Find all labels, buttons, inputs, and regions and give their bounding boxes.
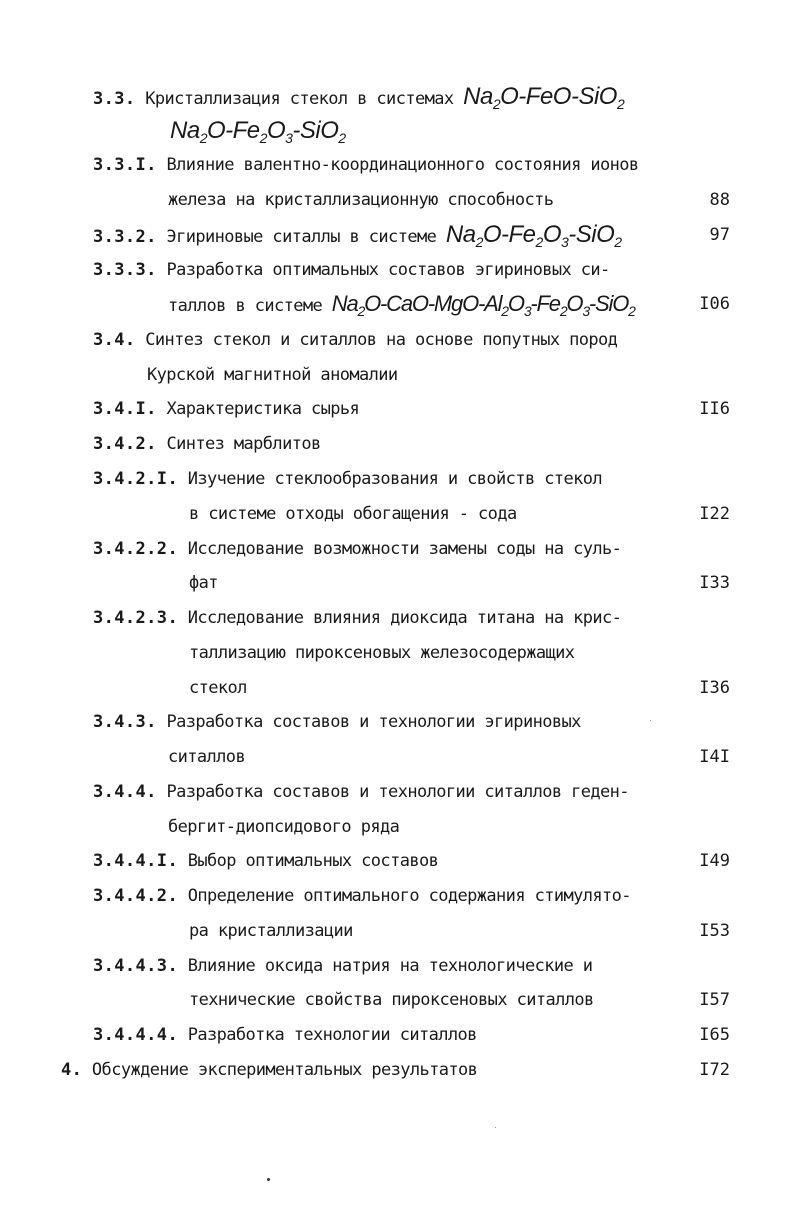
toc-title: Разработка составов и технологии эгириновых [166, 712, 581, 732]
toc-number: 3.3.3. [93, 260, 157, 280]
toc-number: 3.3. [93, 89, 136, 109]
toc-number: 4. [61, 1060, 83, 1080]
toc-title-continued: бергит-диопсидового ряда [168, 817, 400, 837]
toc-number: 3.4.3. [93, 712, 157, 732]
toc-page-number: 88 [709, 190, 730, 210]
toc-page-number: II6 [699, 399, 730, 419]
toc-title: Эгириновые ситаллы в системе [166, 227, 446, 247]
toc-number: 3.4.4.2. [93, 886, 179, 906]
toc-number: 3.4.4.3. [93, 956, 179, 976]
toc-entry-3-4 [93, 329, 617, 351]
toc-number: 3.3.2. [93, 227, 157, 247]
scan-speck [495, 1127, 496, 1128]
toc-number: 3.4.4.I. [93, 851, 179, 871]
toc-title: Исследование влияния диоксида титана на крис- [187, 608, 622, 628]
toc-entry-3-4-2 [93, 433, 321, 455]
toc-title: Выбор оптимальных составов [187, 851, 439, 871]
toc-number: 3.4.I. [93, 399, 157, 419]
toc-title: Характеристика сырья [166, 399, 360, 419]
toc-title-continued: таллизацию пироксеновых железосодержащих [189, 643, 575, 663]
formula-na2o-fe2o3-sio2: $Na_2O-Fe_2O_3-SiO_2$ [445, 221, 622, 250]
toc-page-number: I36 [699, 678, 730, 698]
toc-title: Определение оптимального содержания стимулято- [187, 886, 631, 906]
toc-entry-3-4-1 [93, 398, 359, 420]
toc-page-number: I22 [699, 504, 730, 524]
toc-title-continued: в системе отходы обогащения - сода [189, 504, 517, 524]
toc-entry-3-4-3 [93, 711, 581, 733]
toc-number: 3.3.I. [93, 155, 157, 175]
toc-title: Исследование возможности замены соды на суль- [187, 539, 622, 559]
toc-number: 3.4.2.I. [93, 469, 179, 489]
toc-entry-3-4-4-3 [93, 955, 592, 977]
toc-title-continued: ра кристаллизации [189, 921, 353, 941]
formula-na2o-feo-sio2: $Na_2O-FeO-SiO_2$ [463, 83, 625, 112]
toc-title: Изучение стеклообразования и свойств стекол [187, 469, 603, 489]
toc-page-number: I57 [699, 990, 730, 1010]
toc-title-continued: Курской магнитной аномалии [147, 365, 398, 385]
toc-entry-4 [61, 1059, 477, 1081]
toc-page-number: I33 [699, 573, 730, 593]
toc-entry-3-3-1 [93, 154, 639, 176]
scan-speck [267, 1178, 270, 1181]
toc-title: Разработка технологии ситаллов [187, 1025, 477, 1045]
toc-entry-3-3 [93, 83, 625, 115]
toc-page-number: 97 [709, 225, 730, 245]
toc-entry-3-4-2-3 [93, 607, 621, 629]
toc-title-continued: технические свойства пироксеновых ситаллов [189, 990, 594, 1010]
toc-number: 3.4.2.3. [93, 608, 179, 628]
toc-title: Синтез марблитов [166, 434, 321, 454]
toc-title: Разработка составов и технологии ситаллов геден- [166, 782, 629, 802]
toc-page-number: I06 [699, 294, 730, 314]
toc-entry-3-4-2-1 [93, 468, 602, 490]
toc-page-number: I53 [699, 921, 730, 941]
formula-na2o-fe2o3-sio2: $Na_2O-Fe_2O_3-SiO_2$ [170, 117, 346, 146]
toc-title-continued: железа на кристаллизационную способность [168, 190, 554, 210]
toc-entry-3-3-3 [93, 259, 610, 281]
toc-entry-3-4-4-1 [93, 850, 438, 872]
toc-number: 3.4.2.2. [93, 539, 179, 559]
toc-title-continued: таллов в системе $Na_2O-CaO-MgO-Al_2O_3-Fe_2O_3-SiO_2$ [168, 291, 635, 319]
toc-title: Кристаллизация стекол в системах [145, 89, 464, 109]
toc-title: Влияние оксида натрия на технологические и [187, 956, 593, 976]
toc-entry-3-4-2-2 [93, 538, 621, 560]
toc-entry-3-3-line2 [170, 117, 346, 149]
toc-number: 3.4.4.4. [93, 1025, 179, 1045]
toc-entry-3-4-4-4 [93, 1024, 477, 1046]
toc-title-continued: стекол [189, 678, 247, 698]
toc-title-continued: фат [189, 573, 218, 593]
toc-title: Влияние валентно-координационного состояния ионов [166, 155, 639, 175]
toc-number: 3.4.4. [93, 782, 157, 802]
formula-six-component: $Na_2O-CaO-MgO-Al_2O_3-Fe_2O_3-SiO_2$ [331, 291, 635, 319]
toc-title: Синтез стекол и ситаллов на основе попутных пород [145, 330, 618, 350]
toc-page-number: I65 [699, 1025, 730, 1045]
toc-entry-3-4-4 [93, 781, 629, 803]
toc-page-number: I4I [699, 747, 730, 767]
toc-title: Обсуждение экспериментальных результатов [91, 1060, 478, 1080]
toc-page-number: I49 [699, 851, 730, 871]
toc-entry-3-4-4-2 [93, 885, 631, 907]
toc-entry-3-3-2 [93, 221, 622, 253]
toc-number: 3.4.2. [93, 434, 157, 454]
toc-page-number: I72 [699, 1060, 730, 1080]
toc-number: 3.4. [93, 330, 136, 350]
scan-speck [650, 720, 651, 721]
toc-title-continued: ситаллов [168, 747, 246, 767]
toc-title: Разработка оптимальных составов эгириновых си- [166, 260, 610, 280]
